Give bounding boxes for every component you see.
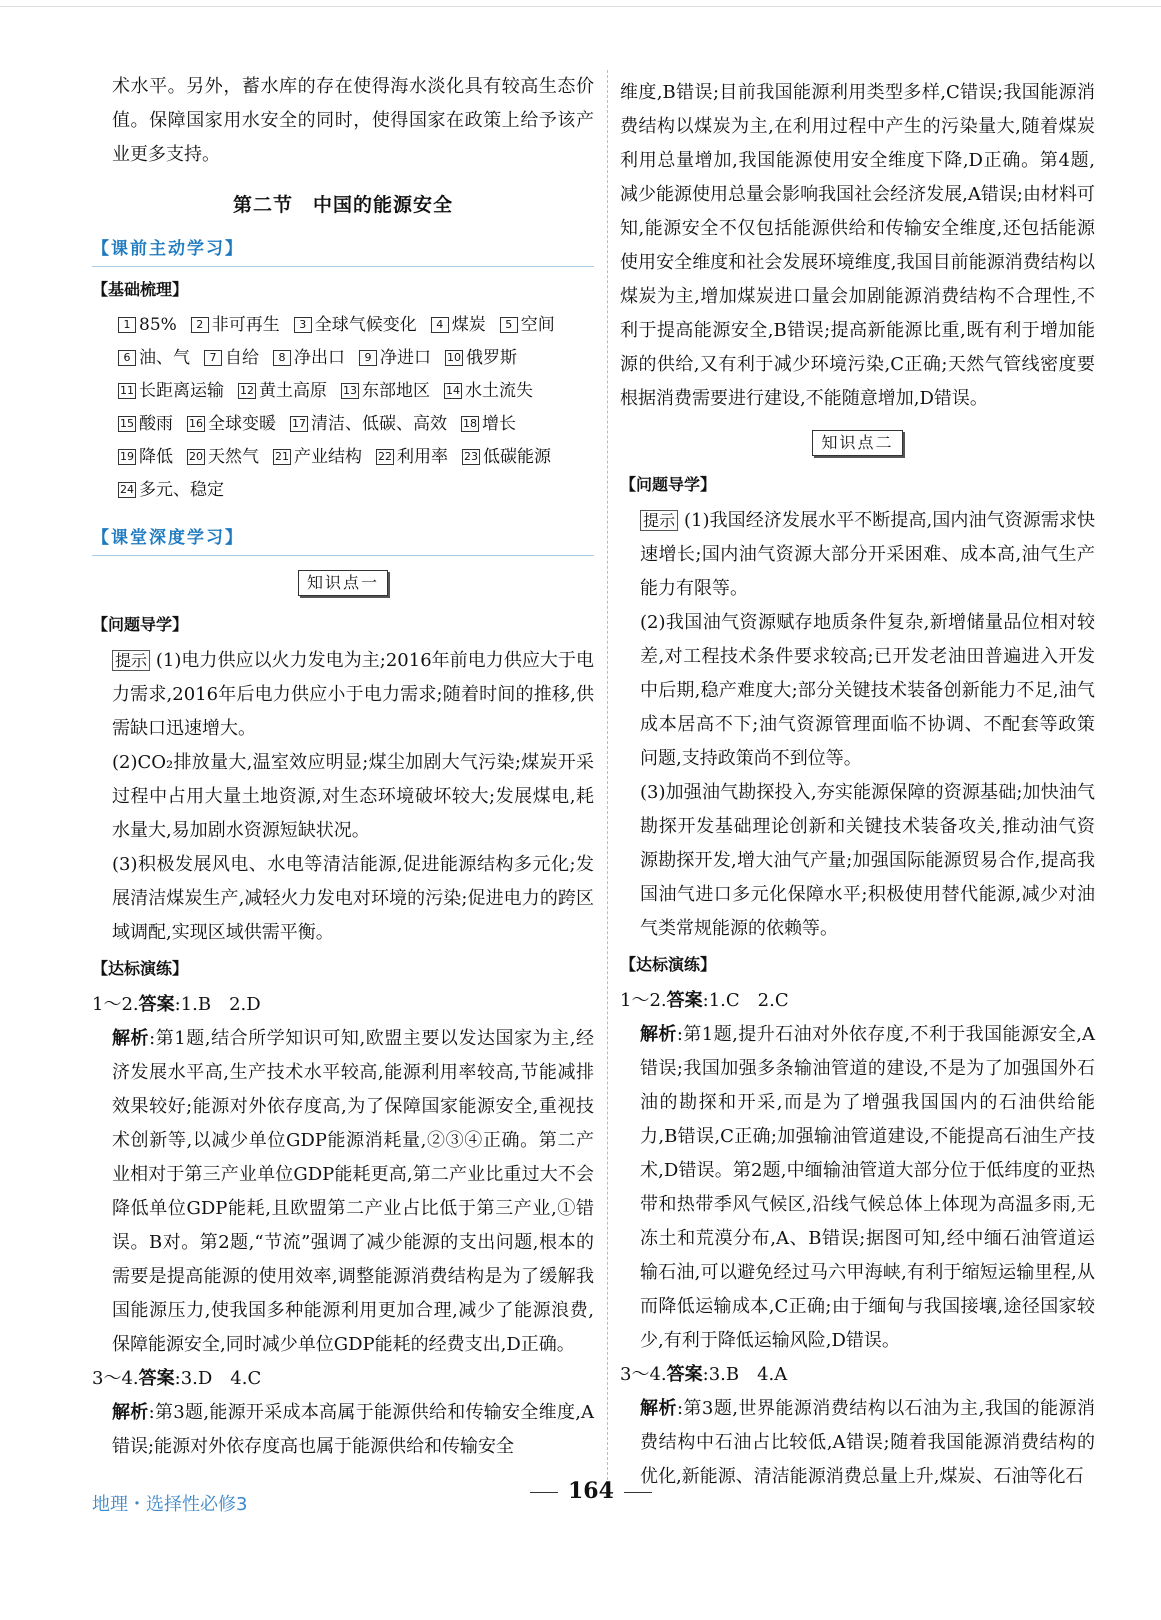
kp1-p1-text: (1)电力供应以火力发电为主;2016年前电力供应大于电力需求,2016年后电力供应小于电力需求;随着时间的推移,供需缺口迅速增大。 (112, 650, 594, 739)
basics-item-text: 净出口 (294, 348, 345, 368)
basics-item-number: 5 (500, 317, 518, 333)
basics-item-number: 19 (120, 450, 134, 463)
basics-item (118, 408, 173, 441)
ans34-line (92, 1362, 594, 1396)
r-ans34-analysis (620, 1392, 1095, 1494)
basics-item-number: 15 (120, 417, 134, 430)
basics-item-text: 油、气 (139, 348, 190, 368)
r-ans12-line (620, 984, 1095, 1018)
kp2-p1 (620, 504, 1095, 606)
basics-item (290, 408, 447, 441)
footer-page-number (520, 1478, 662, 1504)
kp1-p2: (2)CO₂排放量大,温室效应明显;煤尘加剧大气污染;煤炭开采过程中占用大量土地资源,对生态环境破坏较大;发展煤电,耗水量大,易加剧水资源短缺状况。 (112, 752, 594, 841)
hint-tag: 提示 (112, 650, 150, 671)
basics-item (118, 441, 173, 474)
basics-item-text: 产业结构 (294, 447, 362, 467)
basics-item-text: 净进口 (380, 348, 431, 368)
ans12-value: :1.C 2.C (702, 990, 789, 1011)
basics-item (341, 375, 430, 408)
basics-item-number: 4 (431, 317, 449, 333)
basics-item-text: 酸雨 (139, 414, 173, 434)
basics-item (462, 441, 551, 474)
basics-item (359, 342, 431, 375)
ans12-analysis-text: :第1题,结合所学知识可知,欧盟主要以发达国家为主,经济发展水平高,生产技术水平较高,能源利用率较高,节能减排效果较好;能源对外依存度高,为了保障国家能源安全,重视技术创新等,以减少单位GDP能源消耗量,②③④正确。第二产业相对于第三产业单位GDP能耗更高,第二产业比重过大不会降低单位GDP能耗,且欧盟第二产业占比低于第三产业,①错误。B对。第2题,“节流”强调了减少能源的支出问题,根本的需要是提高能源的使用效率,调整能源消费结构是为了缓解我国能源压力,使我国多种能源利用更加合理,减少了能源浪费,保障能源安全,同时减少单位GDP能耗的经费支出,D正确。 (112, 1028, 594, 1355)
r-ans12-analysis (620, 1018, 1095, 1358)
basics-item-number: 16 (189, 417, 203, 430)
top-rule (0, 6, 1161, 7)
basics-item-text: 非可再生 (211, 315, 280, 335)
basics-item (191, 309, 280, 342)
page-number: 164 (568, 1478, 614, 1504)
basics-item-text: 85% (139, 315, 177, 335)
basics-item-number: 24 (120, 483, 134, 496)
basics-item-number: 13 (343, 384, 357, 397)
basics-item-number: 14 (446, 384, 460, 397)
basics-item-text: 东部地区 (362, 381, 430, 401)
cont-paragraph: 维度,B错误;目前我国能源利用类型多样,C错误;我国能源消费结构以煤炭为主,在利用过程中产生的污染量大,随着煤炭利用总量增加,我国能源使用安全维度下降,D正确。第4题,减少能源使用总量会影响我国社会经济发展,A错误;由材料可知,能源安全不仅包括能源供给和传输安全维度,还包括能源使用安全维度和社会发展环境维度,我国目前能源消费结构以煤炭为主,增加煤炭进口量会加剧能源消费结构不合理性,不利于提高能源安全,B错误;提高新能源比重,既有利于增加能源的供给,又有利于减少环境污染,C正确;天然气管线密度要根据消费需要进行建设,不能随意增加,D错误。 (620, 82, 1095, 409)
basics-item (118, 309, 177, 342)
basics-item-text: 水土流失 (465, 381, 533, 401)
basics-item-text: 长距离运输 (139, 381, 224, 401)
basics-item-number: 8 (273, 350, 291, 366)
basics-item-number: 20 (189, 450, 203, 463)
pre-study-heading: 【课前主动学习】 (92, 232, 594, 267)
column-divider (607, 70, 609, 1480)
basics-item (444, 375, 533, 408)
ans12-label: 1～2. (92, 994, 139, 1015)
ans34-value: :3.B 4.A (702, 1364, 788, 1385)
class-study-heading: 【课堂深度学习】 (92, 521, 594, 556)
basics-item (238, 375, 327, 408)
basics-item (118, 342, 190, 375)
basics-item-text: 全球变暖 (208, 414, 276, 434)
basics-item-number: 7 (204, 350, 222, 366)
kp2-title-box (620, 426, 1095, 460)
basics-item-number: 21 (275, 450, 289, 463)
ans34-label: 3～4. (620, 1364, 667, 1385)
right-column (620, 76, 1095, 1494)
basics-item-number: 22 (378, 450, 392, 463)
left-column (92, 70, 594, 1464)
basics-grid (92, 309, 594, 507)
basics-item-text: 全球气候变化 (314, 315, 417, 335)
answer-word: 答案 (138, 994, 175, 1015)
basics-item-text: 增长 (482, 414, 516, 434)
ans12-value: :1.B 2.D (174, 994, 261, 1015)
answer-word: 答案 (666, 1364, 703, 1385)
basics-item-text: 俄罗斯 (466, 348, 517, 368)
basics-item-text: 多元、稳定 (139, 480, 224, 500)
basics-item-text: 黄土高原 (259, 381, 327, 401)
basics-item (445, 342, 517, 375)
section-title: 第二节 中国的能源安全 (232, 194, 453, 216)
basics-item-text: 降低 (139, 447, 173, 467)
kp2-p2: (2)我国油气资源赋存地质条件复杂,新增储量品位相对较差,对工程技术条件要求较高;已开发老油田普遍进入开发中后期,稳产难度大;部分关键技术装备创新能力不足,油气成本居高不下;油气资源管理面临不协调、不配套等政策问题,支持政策尚不到位等。 (640, 612, 1095, 769)
ans34-analysis-text: :第3题,世界能源消费结构以石油为主,我国的能源消费结构中石油占比较低,A错误;随着我国能源消费结构的优化,新能源、清洁能源消费总量上升,煤炭、石油等化石 (640, 1398, 1096, 1487)
practice-heading: 【达标演练】 (92, 959, 189, 978)
kp2-title: 知识点二 (812, 430, 902, 456)
basics-item-number: 1 (118, 317, 136, 333)
basics-item-text: 低碳能源 (483, 447, 551, 467)
kp2-guide-heading: 【问题导学】 (620, 475, 717, 494)
kp1-title-box (92, 566, 594, 600)
basics-item-number: 6 (118, 350, 136, 366)
basics-item (500, 309, 555, 342)
basics-item (118, 375, 224, 408)
ans12-analysis (92, 1022, 594, 1362)
basics-heading: 【基础梳理】 (92, 280, 189, 299)
basics-item-text: 利用率 (397, 447, 448, 467)
ans12-line (92, 988, 594, 1022)
basics-item (273, 441, 362, 474)
kp1-p1 (92, 644, 594, 746)
basics-item-number: 3 (294, 317, 312, 333)
kp1-title: 知识点一 (298, 570, 388, 596)
answer-word: 答案 (666, 990, 703, 1011)
ans12-analysis-text: :第1题,提升石油对外依存度,不利于我国能源安全,A错误;我国加强多条输油管道的建设,不是为了加强国外石油的勘探和开采,而是为了增强我国国内的石油供给能力,B错误,C正确;加强输油管道建设,不能提高石油生产技术,D错误。第2题,中缅输油管道大部分位于低纬度的亚热带和热带季风气候区,沿线气候总体上体现为高温多雨,无冻土和荒漠分布,A、B错误;据图可知,经中缅石油管道运输石油,可以避免经过马六甲海峡,有利于缩短运输里程,从而降低运输成本,C正确;由于缅甸与我国接壤,途径国家较少,有利于降低运输风险,D错误。 (640, 1024, 1095, 1351)
basics-item-number: 23 (464, 450, 478, 463)
basics-item-text: 自给 (225, 348, 259, 368)
footer-subject: 地理・选择性必修3 (92, 1494, 248, 1515)
basics-item-text: 清洁、低碳、高效 (311, 414, 447, 434)
basics-item-number: 18 (463, 417, 477, 430)
kp1-guide-heading: 【问题导学】 (92, 615, 189, 634)
r-ans34-line (620, 1358, 1095, 1392)
basics-item-text: 空间 (520, 315, 555, 335)
basics-item-text: 天然气 (208, 447, 259, 467)
basics-item-text: 煤炭 (451, 315, 486, 335)
ans34-analysis (92, 1396, 594, 1464)
practice-heading: 【达标演练】 (620, 955, 717, 974)
analysis-word: 解析 (640, 1398, 677, 1419)
basics-item (204, 342, 259, 375)
kp2-p1-text: (1)我国经济发展水平不断提高,国内油气资源需求快速增长;国内油气资源大部分开采困难、成本高,油气生产能力有限等。 (640, 510, 1095, 599)
kp1-p3: (3)积极发展风电、水电等清洁能源,促进能源结构多元化;发展清洁煤炭生产,减轻火力发电对环境的污染;促进电力的跨区域调配,实现区域供需平衡。 (112, 854, 594, 943)
intro-paragraph: 术水平。另外，蓄水库的存在使得海水淡化具有较高生态价值。保障国家用水安全的同时，使得国家在政策上给予该产业更多支持。 (112, 76, 594, 165)
basics-item (187, 408, 276, 441)
hint-tag: 提示 (640, 510, 678, 531)
basics-item (461, 408, 516, 441)
basics-item-number: 2 (191, 317, 209, 333)
analysis-word: 解析 (640, 1024, 677, 1045)
basics-item-number: 12 (240, 384, 254, 397)
basics-item (187, 441, 259, 474)
basics-item (273, 342, 345, 375)
ans12-label: 1～2. (620, 990, 667, 1011)
basics-item-number: 9 (359, 350, 377, 366)
basics-item (294, 309, 417, 342)
basics-item-number: 17 (292, 417, 306, 430)
ans34-value: :3.D 4.C (174, 1368, 262, 1389)
ans34-analysis-text: :第3题,能源开采成本高属于能源供给和传输安全维度,A错误;能源对外依存度高也属于能源供给和传输安全 (112, 1402, 595, 1457)
basics-item (431, 309, 486, 342)
basics-item-number: 10 (447, 351, 461, 364)
analysis-word: 解析 (112, 1402, 149, 1423)
analysis-word: 解析 (112, 1028, 150, 1049)
basics-item (376, 441, 448, 474)
basics-item-number: 11 (120, 384, 134, 397)
basics-item (118, 474, 224, 507)
answer-word: 答案 (138, 1368, 175, 1389)
kp2-p3: (3)加强油气勘探投入,夯实能源保障的资源基础;加快油气勘探开发基础理论创新和关键技术装备攻关,推动油气资源勘探开发,增大油气产量;加强国际能源贸易合作,提高我国油气进口多元化保障水平;积极使用替代能源,减少对油气类常规能源的依赖等。 (640, 782, 1095, 939)
ans34-label: 3～4. (92, 1368, 139, 1389)
